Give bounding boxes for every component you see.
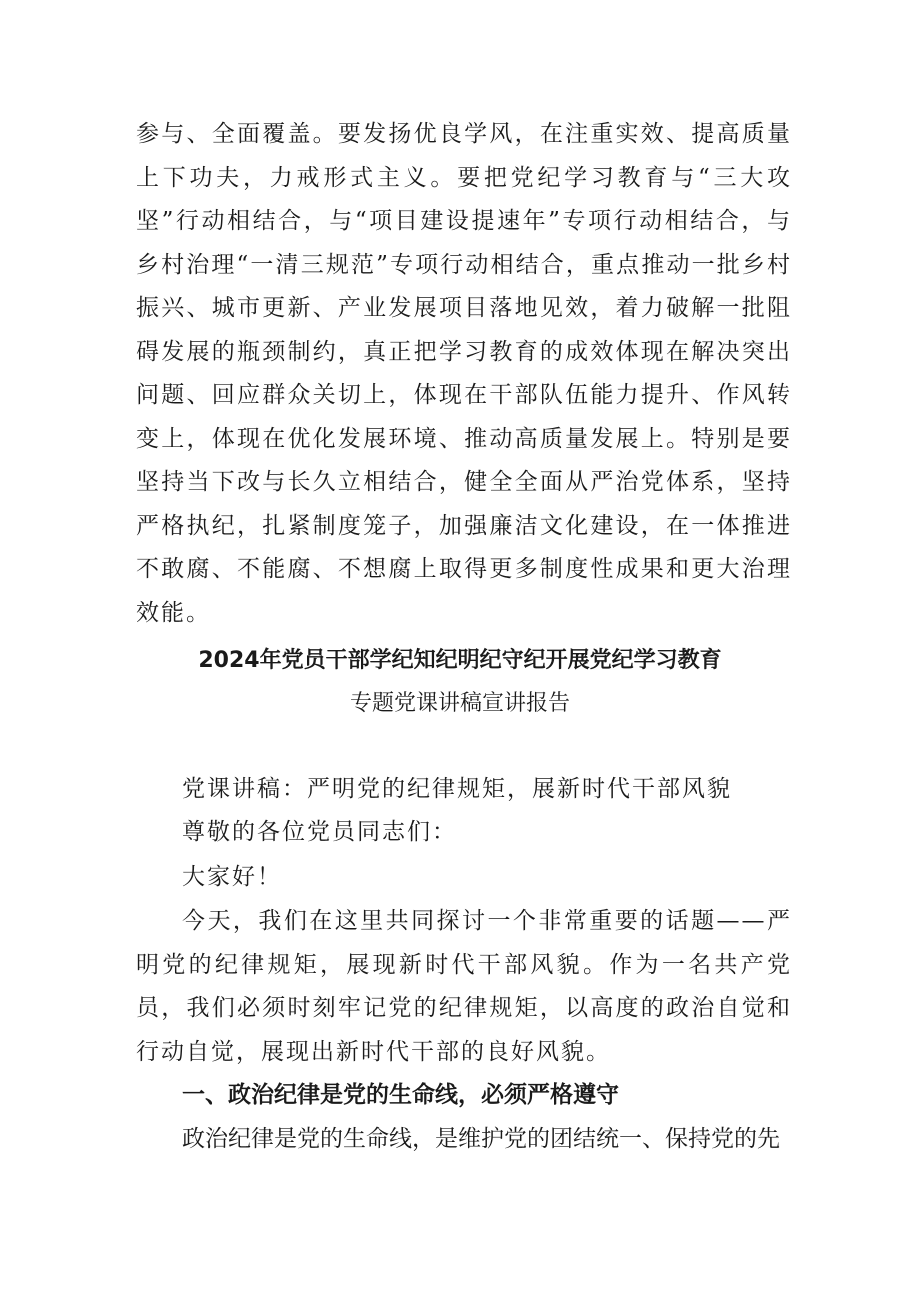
body-paragraph: 政治纪律是党的生命线，是维护党的团结统一、保持党的先 xyxy=(182,1126,780,1152)
lesson-title: 党课讲稿：严明党的纪律规矩，展新时代干部风貌 xyxy=(182,776,732,802)
body-paragraph: 参与、全面覆盖。要发扬优良学风，在注重实效、提高质量上下功夫，力戒形式主义。要把党纪学习教育与“三大攻坚”行动相结合，与“项目建设提速年”专项行动相结合，与乡村治理“一清三规范”专项行动相结合，重点推动一批乡村振兴、城市更新、产业发展项目落地见效，着力破解一批阻碍发展的瓶颈制约，真正把学习教育的成效体现在解决突出问题、回应群众关切上，体现在干部队伍能力提升、作风转变上，体现在优化发展环境、推动高质量发展上。特别是要坚持当下改与长久立相结合，健全全面从严治党体系，坚持严格执纪，扎紧制度笼子，加强廉洁文化建设，在一体推进不敢腐、不能腐、不想腐上取得更多制度性成果和更大治理效能。 xyxy=(136,121,792,626)
salutation: 尊敬的各位党员同志们： xyxy=(182,819,457,845)
body-paragraph: 今天，我们在这里共同探讨一个非常重要的话题——严明党的纪律规矩，展现新时代干部风貌。作为一名共产党员，我们必须时刻牢记党的纪律规矩，以高度的政治自觉和行动自觉，展现出新时代干部的良好风貌。 xyxy=(136,908,792,1065)
greeting: 大家好！ xyxy=(182,864,282,890)
document-subtitle: 专题党课讲稿宣讲报告 xyxy=(349,691,570,716)
section-heading: 一、政治纪律是党的生命线，必须严格遵守 xyxy=(182,1082,619,1108)
document-title: 2024年党员干部学纪知纪明纪守纪开展党纪学习教育 xyxy=(198,648,722,673)
